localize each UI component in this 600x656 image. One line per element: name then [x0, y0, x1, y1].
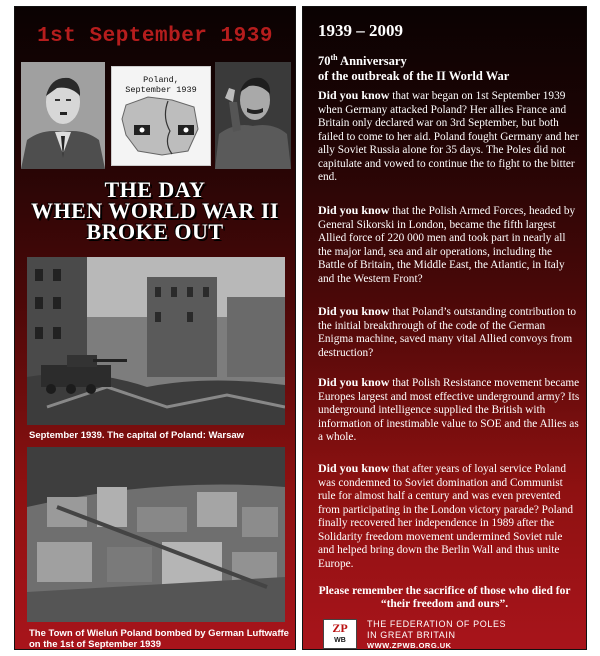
headline-line3: BROKE OUT [86, 219, 224, 244]
federation-name [367, 619, 506, 641]
years-title: 1939 – 2009 [318, 21, 403, 40]
remember-message [313, 585, 576, 611]
fact-lead: Did you know [318, 375, 390, 389]
left-panel [14, 6, 296, 650]
fact-text: that war began on 1st September 1939 when Germany attacked Poland? Her allies France and Britain only declared war on 3rd September, but both failed to come to her aid. Poland fought Germany and her ally Soviet Russia alone for 35 days. The Poles did not capitulate and vowed to continue the to fight to the bitter end. [318, 90, 579, 183]
logo-letters-bottom: WB [334, 637, 346, 644]
headline-line2: WHEN WORLD WAR II [31, 198, 279, 223]
anniv-line2: of the outbreak of the II World War [318, 69, 510, 84]
federation-line1: THE FEDERATION OF POLES [367, 619, 507, 629]
fact-paragraph [318, 305, 580, 360]
poland-1939-map [111, 66, 211, 166]
headline [15, 179, 295, 242]
caption-wielun [29, 628, 289, 650]
anniv-suffix: th [330, 53, 338, 62]
fact-lead: Did you know [318, 203, 390, 217]
headline-line1: THE DAY [104, 177, 206, 202]
caption-wielun-line2: on the 1st of September 1939 [29, 639, 161, 650]
footer [303, 619, 586, 650]
fact-lead: Did you know [318, 88, 390, 102]
fact-lead: Did you know [318, 304, 390, 318]
portrait-hitler [21, 62, 105, 169]
caption-warsaw: September 1939. The capital of Poland: Warsaw [29, 430, 245, 441]
website-link[interactable]: WWW.ZPWB.ORG.UK [367, 641, 452, 650]
anniv-number: 70 [318, 54, 331, 69]
fact-text: that Polish Resistance movement became Europes largest and most effective underground army? Its underground intelligence supplied the British with information of inestimable value to SOE and the Allies as a whole. [318, 377, 580, 443]
fact-text: that after years of loyal service Poland was condemned to Soviet domination and Communist rule for almost half a century and was even prevented from participating in the London victory parade? Poland finally recovered her independence in 1989 after the Solidarity freedom movement undermined Soviet rule and helped bring down the Berlin Wall and thus unite Europe. [318, 463, 574, 570]
fact-paragraph [318, 204, 580, 286]
logo-letters-top: ZP [332, 621, 348, 635]
leaders-and-map-row [21, 62, 291, 169]
warsaw-ruins-photo [27, 257, 285, 425]
zpwb-logo [323, 619, 357, 649]
map-title-line1: Poland, [143, 75, 179, 85]
portrait-stalin [215, 62, 291, 169]
remember-line2: “their freedom and ours”. [380, 598, 509, 610]
right-panel [302, 6, 587, 650]
fact-text: that the Polish Armed Forces, headed by General Sikorski in London, became the fifth largest Allied force of 220 000 men and took part in nearly all the major land, sea and air operations, including the Battle of Britain, the Middle East, the Atlantic, in Italy and the Western Front? [318, 205, 576, 285]
map-title-line2: September 1939 [125, 85, 197, 95]
fact-paragraph [318, 376, 580, 445]
federation-line2: IN GREAT BRITAIN [367, 630, 456, 640]
anniv-word: Anniversary [337, 54, 407, 69]
fact-lead: Did you know [318, 461, 390, 475]
fact-paragraph [318, 462, 580, 571]
remember-line1: Please remember the sacrifice of those who died for [318, 585, 571, 597]
date-title: 1st September 1939 [37, 25, 273, 48]
caption-wielun-line1: The Town of Wieluń Poland bombed by German Luftwaffe [29, 628, 289, 639]
wielun-aerial-photo [27, 447, 285, 622]
fact-text: that Poland’s outstanding contribution to the initial breakthrough of the code of the German Enigma machine, saved many vital Allied convoys from destruction? [318, 306, 577, 359]
anniversary-heading [318, 50, 509, 84]
fact-paragraph [318, 89, 580, 185]
